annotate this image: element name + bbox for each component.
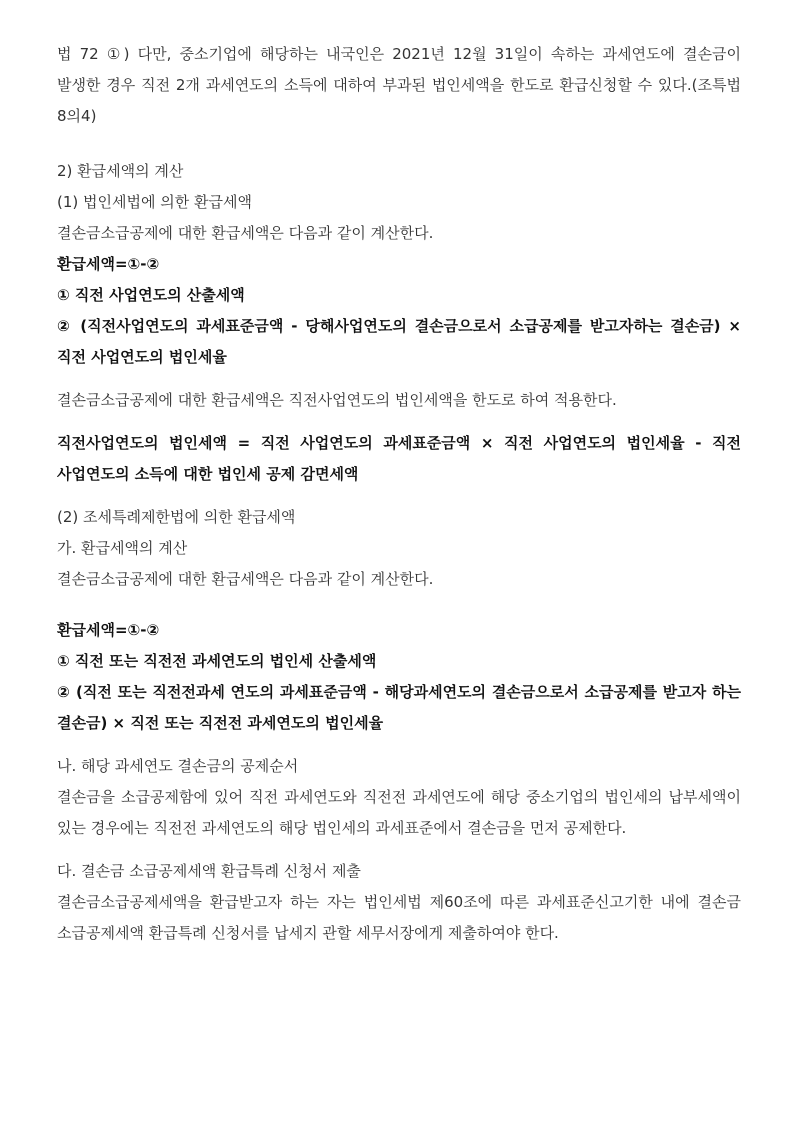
item-na-heading: 나. 해당 과세연도 결손금의 공제순서 — [57, 757, 299, 775]
item-ga-description: 결손금소급공제에 대한 환급세액은 다음과 같이 계산한다. — [57, 570, 434, 588]
item-da-heading: 다. 결손금 소급공제세액 환급특례 신청서 제출 — [57, 862, 361, 880]
intro-paragraph: 법 72 ①) 다만, 중소기업에 해당하는 내국인은 2021년 12월 31일이 속하는 과세연도에 결손금이 발생한 경우 직전 2개 과세연도의 소득에 대하여 부과된 법인세액을 한도로 환급신청할 수 있다.(조특법 8의4) — [57, 45, 741, 125]
refund-calc-description: 결손금소급공제에 대한 환급세액은 다음과 같이 계산한다. — [57, 224, 434, 242]
formula-item-1: ① 직전 사업연도의 산출세액 — [57, 286, 245, 304]
item-da-description: 결손금소급공제세액을 환급받고자 하는 자는 법인세법 제60조에 따른 과세표준신고기한 내에 결손금 소급공제세액 환급특례 신청서를 납세지 관할 세무서장에게 제출하여야 한다. — [57, 893, 741, 942]
refund-limit-description: 결손금소급공제에 대한 환급세액은 직전사업연도의 법인세액을 한도로 하여 적용한다. — [57, 391, 617, 409]
item-na-description: 결손금을 소급공제함에 있어 직전 과세연도와 직전전 과세연도에 해당 중소기업의 법인세의 납부세액이 있는 경우에는 직전전 과세연도의 해당 법인세의 과세표준에서 결손금을 먼저 공제한다. — [57, 788, 741, 837]
prior-year-tax-formula: 직전사업연도의 법인세액 = 직전 사업연도의 과세표준금액 × 직전 사업연도의 법인세율 - 직전 사업연도의 소득에 대한 법인세 공제 감면세액 — [57, 434, 741, 483]
refund-formula-2: 환급세액=①-② — [57, 621, 160, 639]
formula2-item-2: ② (직전 또는 직전전과세 연도의 과세표준금액 - 해당과세연도의 결손금으로서 소급공제를 받고자 하는 결손금) × 직전 또는 직전전 과세연도의 법인세율 — [57, 683, 741, 732]
formula-item-2: ② (직전사업연도의 과세표준금액 - 당해사업연도의 결손금으로서 소급공제를 받고자하는 결손금) × 직전 사업연도의 법인세율 — [57, 317, 741, 366]
item-ga-heading: 가. 환급세액의 계산 — [57, 539, 188, 557]
refund-formula: 환급세액=①-② — [57, 255, 160, 273]
document-body — [57, 39, 741, 949]
formula2-item-1: ① 직전 또는 직전전 과세연도의 법인세 산출세액 — [57, 652, 377, 670]
subsection-special-tax-law: (2) 조세특례제한법에 의한 환급세액 — [57, 508, 296, 526]
subsection-corporate-tax-law: (1) 법인세법에 의한 환급세액 — [57, 193, 252, 211]
section-heading-refund-calc: 2) 환급세액의 계산 — [57, 162, 184, 180]
